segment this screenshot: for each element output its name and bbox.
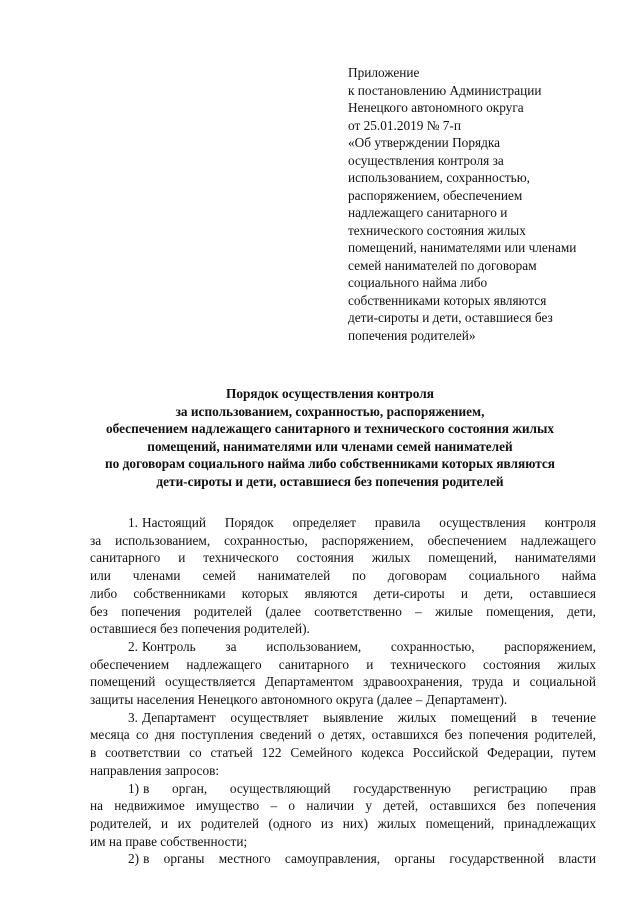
appendix-line: Ненецкого автономного округа <box>348 100 524 115</box>
appendix-line: Приложение <box>348 65 420 80</box>
paragraph-line <box>90 532 596 550</box>
title-line: за использованием, сохранностью, распоряжением, <box>175 403 485 419</box>
paragraph-text: помещений осуществляется Департаментом здравоохранения, труда и социальной <box>90 674 596 690</box>
paragraph-line <box>90 567 596 585</box>
paragraph-text: за использованием, сохранностью, распоряжением, обеспечением надлежащего <box>90 532 596 548</box>
paragraph-number: 2. <box>128 638 138 654</box>
paragraph-text: или членами семей нанимателей по договорам социального найма <box>90 568 596 584</box>
paragraph-line <box>90 762 596 780</box>
appendix-line: использованием, сохранностью, <box>348 170 530 185</box>
paragraph-line <box>90 797 596 815</box>
title-line: помещений, нанимателями или членами семей нанимателей <box>147 438 513 454</box>
appendix-line: к постановлению Администрации <box>348 82 542 98</box>
paragraph <box>90 709 596 780</box>
paragraph-line <box>90 514 596 532</box>
title-line: Порядок осуществления контроля <box>226 386 434 401</box>
paragraph-number: 1) <box>128 780 140 796</box>
paragraph-line <box>90 833 596 851</box>
document-title <box>80 385 580 491</box>
appendix-line: семей нанимателей по договорам <box>348 257 537 273</box>
appendix-line: помещений, нанимателями или членами <box>348 240 577 255</box>
paragraph-line <box>90 709 596 727</box>
paragraph-text: родителей, и их родителей (одного из них) жилых помещений, принадлежащих <box>90 815 596 831</box>
title-line: обеспечением надлежащего санитарного и технического состояния жилых <box>105 421 555 437</box>
appendix-line: дети-сироты и дети, оставшиеся без <box>348 310 553 325</box>
paragraph <box>90 638 596 709</box>
paragraph <box>90 850 596 868</box>
paragraph-line <box>90 638 596 656</box>
paragraph-text: санитарного и технического состояния жилых помещений, нанимателями <box>90 550 596 566</box>
paragraph-text: Контроль за использованием, сохранностью, распоряжением, <box>141 638 596 654</box>
document-body <box>90 514 596 868</box>
appendix-line: попечения родителей» <box>348 327 476 343</box>
appendix-line: технического состояния жилых <box>348 222 526 238</box>
paragraph-text: в органы местного самоуправления, органы государственной власти <box>143 851 596 867</box>
paragraph-text: в соответствии со статьей 122 Семейного кодекса Российской Федерации, путем <box>90 745 596 761</box>
paragraph-text: оставшиеся без попечения родителей). <box>90 621 310 637</box>
paragraph-line <box>90 656 596 674</box>
paragraph-text: без попечения родителей (далее соответственно – жилые помещения, дети, <box>90 603 596 619</box>
paragraph-line <box>90 726 596 744</box>
paragraph-line <box>90 850 596 868</box>
title-line: дети-сироты и дети, оставшиеся без попечения родителей <box>156 473 504 489</box>
paragraph-line <box>90 744 596 762</box>
appendix-header <box>348 64 618 344</box>
paragraph-number: 2) <box>128 851 140 867</box>
paragraph-number: 1. <box>128 515 138 530</box>
appendix-line: от 25.01.2019 № 7-п <box>348 117 461 133</box>
paragraph <box>90 514 596 638</box>
appendix-line: осуществления контроля за <box>348 152 504 168</box>
paragraph-line <box>90 620 596 638</box>
paragraph-text: Настоящий Порядок определяет правила осуществления контроля <box>141 515 596 530</box>
paragraph-text: Департамент осуществляет выявление жилых помещений в течение <box>141 709 596 725</box>
appendix-line: социального найма либо <box>348 275 488 290</box>
paragraph-text: направления запросов: <box>90 762 220 778</box>
paragraph-line <box>90 815 596 833</box>
paragraph-text: обеспечением надлежащего санитарного и технического состояния жилых <box>90 656 596 672</box>
title-line: по договорам социального найма либо собственниками которых являются <box>105 456 555 472</box>
paragraph-text: месяца со дня поступления сведений о детях, оставшихся без попечения родителей, <box>90 727 596 743</box>
paragraph-line <box>90 603 596 621</box>
appendix-line: собственниками которых являются <box>348 292 547 308</box>
paragraph-line <box>90 585 596 603</box>
paragraph-text: на недвижимое имущество – о наличии у детей, оставшихся без попечения <box>90 798 596 814</box>
paragraph-text: в орган, осуществляющий государственную регистрацию прав <box>143 780 596 796</box>
appendix-line: надлежащего санитарного и <box>348 205 508 220</box>
appendix-line: распоряжением, обеспечением <box>348 187 523 203</box>
paragraph-number: 3. <box>128 709 138 725</box>
appendix-line: «Об утверждении Порядка <box>348 135 501 150</box>
paragraph <box>90 780 596 851</box>
paragraph-line <box>90 691 596 709</box>
paragraph-line <box>90 780 596 798</box>
paragraph-line <box>90 549 596 567</box>
paragraph-text: защиты населения Ненецкого автономного округа (далее – Департамент). <box>90 692 508 708</box>
paragraph-line <box>90 673 596 691</box>
paragraph-text: либо собственниками которых являются дети-сироты и дети, оставшиеся <box>90 585 596 601</box>
paragraph-text: им на праве собственности; <box>90 833 248 849</box>
